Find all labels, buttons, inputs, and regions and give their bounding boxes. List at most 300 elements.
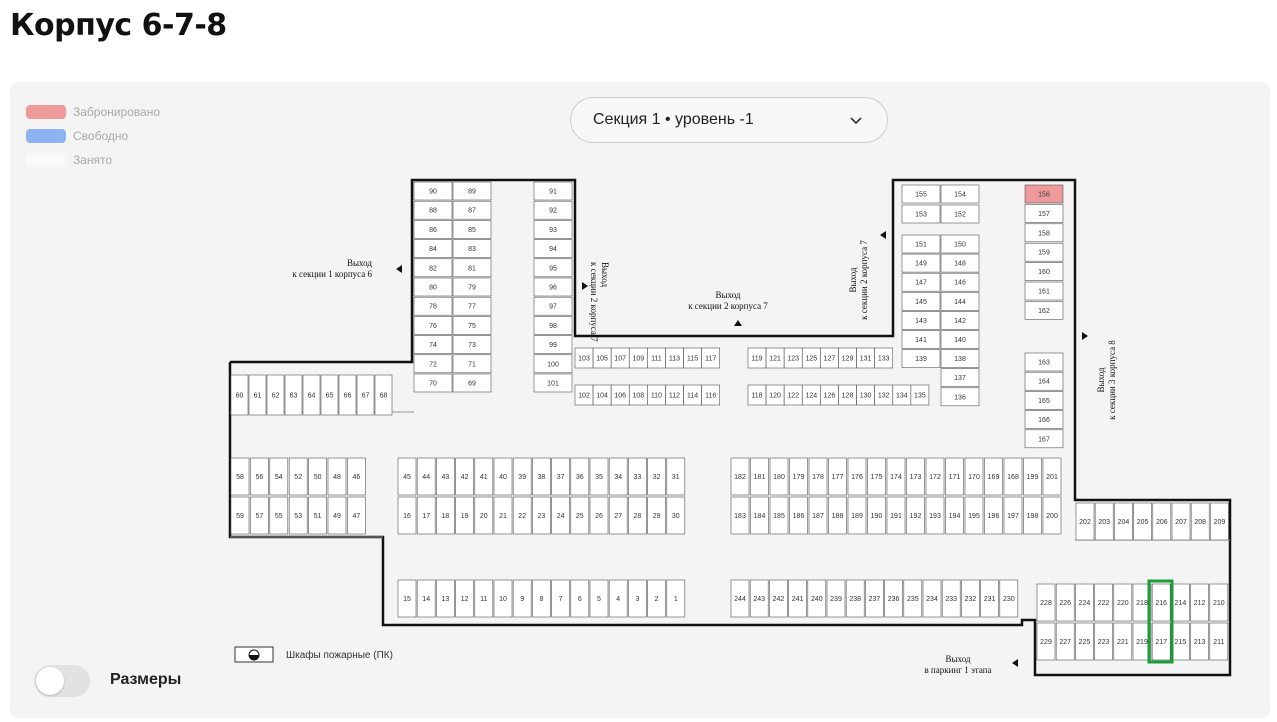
parking-space[interactable] bbox=[1114, 584, 1132, 621]
parking-space-number: 60 bbox=[235, 392, 244, 400]
parking-space-number: 243 bbox=[753, 596, 766, 603]
parking-space[interactable] bbox=[494, 580, 512, 617]
parking-space[interactable] bbox=[902, 235, 940, 253]
parking-space[interactable] bbox=[414, 355, 452, 373]
parking-space[interactable] bbox=[289, 497, 307, 534]
parking-space[interactable] bbox=[790, 458, 808, 495]
parking-space[interactable] bbox=[965, 458, 983, 495]
fire-cabinet-icon bbox=[234, 645, 274, 665]
parking-space[interactable] bbox=[1025, 263, 1063, 281]
exit-text: к секции 2 корпуса 7 bbox=[589, 262, 599, 342]
parking-space[interactable] bbox=[414, 278, 452, 296]
parking-space-number: 90 bbox=[429, 188, 437, 196]
parking-space[interactable] bbox=[942, 580, 960, 617]
parking-space[interactable] bbox=[575, 348, 593, 368]
parking-space[interactable] bbox=[1210, 623, 1228, 660]
parking-space[interactable] bbox=[941, 273, 979, 291]
parking-space[interactable] bbox=[590, 458, 608, 495]
parking-space[interactable] bbox=[1025, 224, 1063, 242]
parking-space[interactable] bbox=[453, 355, 491, 373]
parking-space-number: 136 bbox=[954, 394, 966, 402]
parking-space[interactable] bbox=[1153, 503, 1171, 540]
parking-space[interactable] bbox=[857, 348, 875, 368]
parking-space[interactable] bbox=[1025, 243, 1063, 261]
parking-space-number: 62 bbox=[271, 392, 280, 400]
parking-space[interactable] bbox=[941, 235, 979, 253]
parking-space[interactable] bbox=[398, 458, 416, 495]
parking-space[interactable] bbox=[885, 580, 903, 617]
parking-space[interactable] bbox=[790, 497, 808, 534]
parking-space[interactable] bbox=[985, 458, 1003, 495]
parking-space[interactable] bbox=[941, 185, 979, 203]
parking-space[interactable] bbox=[769, 580, 787, 617]
parking-space[interactable] bbox=[436, 458, 454, 495]
parking-space[interactable] bbox=[611, 348, 629, 368]
parking-space[interactable] bbox=[347, 497, 365, 534]
parking-space[interactable] bbox=[902, 273, 940, 291]
parking-space[interactable] bbox=[1025, 353, 1063, 371]
parking-space[interactable] bbox=[1171, 623, 1189, 660]
parking-space[interactable] bbox=[748, 348, 766, 368]
parking-space[interactable] bbox=[941, 388, 979, 406]
parking-space[interactable] bbox=[1171, 584, 1189, 621]
parking-space[interactable] bbox=[231, 458, 249, 495]
parking-space[interactable] bbox=[1025, 372, 1063, 390]
parking-space[interactable] bbox=[1056, 623, 1074, 660]
parking-space[interactable] bbox=[820, 385, 838, 405]
parking-space[interactable] bbox=[667, 580, 685, 617]
exit-text: Выход bbox=[945, 654, 971, 664]
parking-space[interactable] bbox=[1025, 204, 1063, 222]
parking-space-number: 142 bbox=[954, 317, 966, 325]
parking-space[interactable] bbox=[270, 458, 288, 495]
parking-space[interactable] bbox=[267, 375, 284, 415]
parking-space[interactable] bbox=[628, 458, 646, 495]
parking-space[interactable] bbox=[534, 355, 572, 373]
parking-space[interactable] bbox=[250, 458, 268, 495]
parking-space-number: 135 bbox=[914, 392, 926, 400]
parking-space[interactable] bbox=[534, 182, 572, 200]
parking-space[interactable] bbox=[534, 374, 572, 392]
parking-space[interactable] bbox=[414, 240, 452, 258]
parking-space[interactable] bbox=[552, 458, 570, 495]
parking-space[interactable] bbox=[593, 385, 611, 405]
parking-space[interactable] bbox=[249, 375, 266, 415]
parking-space[interactable] bbox=[339, 375, 356, 415]
parking-space[interactable] bbox=[414, 374, 452, 392]
parking-space[interactable] bbox=[436, 497, 454, 534]
parking-space[interactable] bbox=[534, 278, 572, 296]
parking-space[interactable] bbox=[875, 385, 893, 405]
parking-space-number: 155 bbox=[915, 191, 927, 199]
parking-space[interactable] bbox=[802, 348, 820, 368]
parking-space[interactable] bbox=[839, 385, 857, 405]
parking-space[interactable] bbox=[552, 580, 570, 617]
parking-space[interactable] bbox=[250, 497, 268, 534]
parking-space-number: 107 bbox=[614, 355, 627, 363]
parking-space[interactable] bbox=[1095, 584, 1113, 621]
parking-space[interactable] bbox=[571, 580, 589, 617]
parking-space[interactable] bbox=[231, 375, 248, 415]
parking-space[interactable] bbox=[534, 240, 572, 258]
parking-space[interactable] bbox=[414, 220, 452, 238]
parking-space-number: 184 bbox=[753, 513, 766, 520]
parking-space[interactable] bbox=[436, 580, 454, 617]
parking-space[interactable] bbox=[532, 458, 550, 495]
parking-space[interactable] bbox=[965, 497, 983, 534]
parking-space[interactable] bbox=[453, 278, 491, 296]
parking-space[interactable] bbox=[593, 348, 611, 368]
parking-space[interactable] bbox=[289, 458, 307, 495]
parking-space[interactable] bbox=[902, 331, 940, 349]
parking-space[interactable] bbox=[494, 458, 512, 495]
parking-space-number: 147 bbox=[915, 279, 927, 287]
parking-space[interactable] bbox=[1025, 301, 1063, 319]
parking-space[interactable] bbox=[941, 254, 979, 272]
parking-space[interactable] bbox=[609, 458, 627, 495]
parking-space[interactable] bbox=[893, 385, 911, 405]
parking-space[interactable] bbox=[575, 385, 593, 405]
parking-space[interactable] bbox=[868, 497, 886, 534]
parking-space[interactable] bbox=[534, 259, 572, 277]
parking-space[interactable] bbox=[1076, 503, 1094, 540]
parking-space[interactable] bbox=[1037, 584, 1055, 621]
parking-space[interactable] bbox=[417, 497, 435, 534]
parking-space[interactable] bbox=[809, 497, 827, 534]
parking-space[interactable] bbox=[609, 580, 627, 617]
parking-space[interactable] bbox=[534, 201, 572, 219]
parking-space[interactable] bbox=[902, 254, 940, 272]
parking-space[interactable] bbox=[784, 385, 802, 405]
parking-space[interactable] bbox=[453, 182, 491, 200]
parking-space[interactable] bbox=[784, 348, 802, 368]
parking-space[interactable] bbox=[802, 385, 820, 405]
parking-space-number: 102 bbox=[578, 392, 590, 400]
parking-space-number: 120 bbox=[769, 392, 781, 400]
parking-space[interactable] bbox=[609, 497, 627, 534]
parking-space[interactable] bbox=[456, 497, 474, 534]
parking-space[interactable] bbox=[453, 220, 491, 238]
parking-space[interactable] bbox=[702, 348, 720, 368]
parking-space-number: 144 bbox=[954, 298, 966, 306]
parking-space-number: 52 bbox=[294, 474, 303, 481]
parking-space[interactable] bbox=[907, 497, 925, 534]
parking-space[interactable] bbox=[857, 385, 875, 405]
parking-space[interactable] bbox=[865, 580, 883, 617]
parking-space[interactable] bbox=[961, 580, 979, 617]
parking-space[interactable] bbox=[414, 182, 452, 200]
parking-space[interactable] bbox=[985, 497, 1003, 534]
parking-space[interactable] bbox=[902, 350, 940, 368]
parking-space[interactable] bbox=[829, 497, 847, 534]
parking-space-number: 105 bbox=[596, 355, 608, 363]
parking-space[interactable] bbox=[926, 458, 944, 495]
parking-space[interactable] bbox=[1043, 497, 1061, 534]
parking-space[interactable] bbox=[666, 348, 684, 368]
parking-space[interactable] bbox=[1191, 584, 1209, 621]
parking-space[interactable] bbox=[1134, 503, 1152, 540]
parking-space[interactable] bbox=[667, 458, 685, 495]
parking-space[interactable] bbox=[417, 458, 435, 495]
parking-space[interactable] bbox=[1043, 458, 1061, 495]
parking-space-number: 170 bbox=[968, 474, 980, 481]
parking-space[interactable] bbox=[902, 292, 940, 310]
parking-space-number: 202 bbox=[1079, 519, 1091, 526]
parking-space[interactable] bbox=[941, 311, 979, 329]
parking-space[interactable] bbox=[309, 458, 327, 495]
dimensions-toggle[interactable] bbox=[34, 665, 90, 697]
parking-space-number: 63 bbox=[289, 392, 298, 400]
parking-space-number: 195 bbox=[968, 513, 980, 520]
parking-space[interactable] bbox=[534, 220, 572, 238]
parking-space[interactable] bbox=[1056, 584, 1074, 621]
parking-space[interactable] bbox=[684, 385, 702, 405]
parking-space[interactable] bbox=[328, 497, 346, 534]
fire-cabinet-label: Шкафы пожарные (ПК) bbox=[286, 650, 393, 661]
parking-space[interactable] bbox=[629, 348, 647, 368]
parking-space[interactable] bbox=[1191, 623, 1209, 660]
parking-space-number: 32 bbox=[652, 474, 661, 481]
parking-space[interactable] bbox=[902, 185, 940, 203]
parking-space[interactable] bbox=[1075, 623, 1093, 660]
parking-space[interactable] bbox=[923, 580, 941, 617]
parking-space[interactable] bbox=[1037, 623, 1055, 660]
parking-space[interactable] bbox=[941, 292, 979, 310]
parking-space[interactable] bbox=[456, 458, 474, 495]
parking-space[interactable] bbox=[946, 458, 964, 495]
parking-space[interactable] bbox=[648, 458, 666, 495]
parking-space-number: 108 bbox=[632, 392, 645, 400]
parking-space-number: 208 bbox=[1194, 519, 1207, 526]
parking-space[interactable] bbox=[414, 297, 452, 315]
parking-space[interactable] bbox=[926, 497, 944, 534]
parking-space[interactable] bbox=[629, 385, 647, 405]
parking-space[interactable] bbox=[648, 497, 666, 534]
parking-space[interactable] bbox=[647, 385, 665, 405]
parking-space[interactable] bbox=[453, 201, 491, 219]
parking-space[interactable] bbox=[766, 385, 784, 405]
parking-space-number: 235 bbox=[906, 596, 919, 603]
parking-space[interactable] bbox=[513, 580, 531, 617]
parking-space-number: 3 bbox=[635, 596, 640, 603]
parking-space-number: 53 bbox=[294, 513, 303, 520]
parking-space-number: 48 bbox=[333, 474, 341, 481]
parking-space[interactable] bbox=[532, 580, 550, 617]
parking-space-number: 86 bbox=[429, 226, 437, 234]
parking-space[interactable] bbox=[453, 240, 491, 258]
parking-space[interactable] bbox=[475, 497, 493, 534]
parking-space[interactable] bbox=[1025, 185, 1063, 203]
parking-space[interactable] bbox=[941, 205, 979, 223]
parking-space-number: 203 bbox=[1098, 519, 1111, 526]
parking-space[interactable] bbox=[628, 580, 646, 617]
parking-space-number: 71 bbox=[468, 361, 476, 369]
parking-space[interactable] bbox=[414, 316, 452, 334]
parking-space[interactable] bbox=[456, 580, 474, 617]
parking-space[interactable] bbox=[1095, 623, 1113, 660]
parking-space[interactable] bbox=[303, 375, 320, 415]
parking-space[interactable] bbox=[398, 580, 416, 617]
parking-space[interactable] bbox=[887, 458, 905, 495]
parking-space[interactable] bbox=[590, 580, 608, 617]
parking-space[interactable] bbox=[702, 385, 720, 405]
parking-space-number: 225 bbox=[1078, 639, 1091, 646]
parking-space[interactable] bbox=[666, 385, 684, 405]
parking-space[interactable] bbox=[475, 458, 493, 495]
parking-space[interactable] bbox=[552, 497, 570, 534]
parking-space[interactable] bbox=[848, 497, 866, 534]
parking-space[interactable] bbox=[808, 580, 826, 617]
parking-space[interactable] bbox=[453, 259, 491, 277]
parking-space[interactable] bbox=[475, 580, 493, 617]
parking-space[interactable] bbox=[868, 458, 886, 495]
parking-space[interactable] bbox=[1000, 580, 1018, 617]
parking-space[interactable] bbox=[414, 201, 452, 219]
parking-space[interactable] bbox=[398, 497, 416, 534]
parking-space[interactable] bbox=[875, 348, 893, 368]
parking-space[interactable] bbox=[941, 350, 979, 368]
parking-space-number: 61 bbox=[253, 392, 262, 400]
parking-space[interactable] bbox=[414, 336, 452, 354]
parking-space[interactable] bbox=[1172, 503, 1190, 540]
parking-space[interactable] bbox=[751, 497, 769, 534]
parking-space[interactable] bbox=[357, 375, 374, 415]
parking-space[interactable] bbox=[981, 580, 999, 617]
parking-spaces bbox=[231, 182, 1228, 662]
parking-space[interactable] bbox=[1114, 623, 1132, 660]
parking-space[interactable] bbox=[846, 580, 864, 617]
parking-space-number: 40 bbox=[499, 474, 507, 481]
parking-space[interactable] bbox=[453, 297, 491, 315]
parking-space[interactable] bbox=[648, 580, 666, 617]
parking-space[interactable] bbox=[902, 205, 940, 223]
parking-space[interactable] bbox=[731, 580, 749, 617]
parking-space-number: 161 bbox=[1038, 288, 1050, 296]
parking-space-number: 213 bbox=[1193, 639, 1206, 646]
parking-space[interactable] bbox=[731, 497, 749, 534]
parking-space-number: 174 bbox=[890, 474, 902, 481]
parking-space[interactable] bbox=[453, 374, 491, 392]
parking-space[interactable] bbox=[1025, 282, 1063, 300]
parking-space[interactable] bbox=[1152, 584, 1170, 621]
dimensions-toggle-label: Размеры bbox=[110, 671, 182, 688]
parking-space[interactable] bbox=[748, 385, 766, 405]
parking-space[interactable] bbox=[414, 259, 452, 277]
parking-space[interactable] bbox=[1210, 503, 1228, 540]
parking-space[interactable] bbox=[532, 497, 550, 534]
parking-space-number: 89 bbox=[468, 188, 476, 196]
parking-space[interactable] bbox=[1024, 458, 1042, 495]
parking-space[interactable] bbox=[1024, 497, 1042, 534]
parking-space[interactable] bbox=[347, 458, 365, 495]
parking-space[interactable] bbox=[534, 316, 572, 334]
parking-space[interactable] bbox=[513, 497, 531, 534]
parking-space[interactable] bbox=[571, 458, 589, 495]
parking-space[interactable] bbox=[904, 580, 922, 617]
parking-space[interactable] bbox=[1075, 584, 1093, 621]
parking-space[interactable] bbox=[611, 385, 629, 405]
parking-space[interactable] bbox=[270, 497, 288, 534]
parking-space[interactable] bbox=[770, 497, 788, 534]
parking-space[interactable] bbox=[453, 316, 491, 334]
parking-space[interactable] bbox=[1114, 503, 1132, 540]
parking-space[interactable] bbox=[647, 348, 665, 368]
parking-space[interactable] bbox=[1025, 430, 1063, 448]
parking-space[interactable] bbox=[789, 580, 807, 617]
parking-space[interactable] bbox=[827, 580, 845, 617]
parking-space[interactable] bbox=[494, 497, 512, 534]
parking-space[interactable] bbox=[571, 497, 589, 534]
parking-space[interactable] bbox=[750, 580, 768, 617]
parking-space[interactable] bbox=[1004, 458, 1022, 495]
parking-space-number: 64 bbox=[307, 392, 316, 400]
parking-space[interactable] bbox=[731, 458, 749, 495]
parking-space[interactable] bbox=[820, 348, 838, 368]
parking-space[interactable] bbox=[321, 375, 338, 415]
parking-space[interactable] bbox=[1095, 503, 1113, 540]
parking-space[interactable] bbox=[309, 497, 327, 534]
parking-space-number: 111 bbox=[651, 355, 662, 363]
parking-space[interactable] bbox=[513, 458, 531, 495]
parking-space[interactable] bbox=[667, 497, 685, 534]
parking-space[interactable] bbox=[534, 297, 572, 315]
parking-space[interactable] bbox=[417, 580, 435, 617]
parking-space[interactable] bbox=[848, 458, 866, 495]
parking-space-number: 65 bbox=[325, 392, 334, 400]
parking-space[interactable] bbox=[887, 497, 905, 534]
parking-space[interactable] bbox=[946, 497, 964, 534]
parking-space-number: 241 bbox=[791, 596, 804, 603]
parking-space[interactable] bbox=[590, 497, 608, 534]
parking-space[interactable] bbox=[766, 348, 784, 368]
parking-space[interactable] bbox=[809, 458, 827, 495]
parking-space[interactable] bbox=[328, 458, 346, 495]
parking-space-number: 146 bbox=[954, 279, 966, 287]
parking-space[interactable] bbox=[941, 331, 979, 349]
parking-space[interactable] bbox=[453, 336, 491, 354]
parking-space[interactable] bbox=[1025, 391, 1063, 409]
parking-space[interactable] bbox=[907, 458, 925, 495]
parking-space[interactable] bbox=[1152, 623, 1170, 660]
parking-space-number: 87 bbox=[468, 207, 476, 215]
parking-space-number: 27 bbox=[614, 513, 623, 520]
parking-space[interactable] bbox=[1004, 497, 1022, 534]
parking-space[interactable] bbox=[1025, 411, 1063, 429]
parking-space[interactable] bbox=[534, 336, 572, 354]
parking-space-number: 80 bbox=[429, 284, 437, 292]
parking-space[interactable] bbox=[375, 375, 392, 415]
parking-space[interactable] bbox=[941, 369, 979, 387]
parking-space-number: 237 bbox=[868, 596, 881, 603]
parking-space[interactable] bbox=[1191, 503, 1209, 540]
parking-space-number: 204 bbox=[1117, 519, 1130, 526]
parking-space[interactable] bbox=[911, 385, 929, 405]
parking-space-number: 165 bbox=[1038, 397, 1050, 405]
parking-space[interactable] bbox=[628, 497, 646, 534]
parking-space[interactable] bbox=[902, 311, 940, 329]
parking-space[interactable] bbox=[684, 348, 702, 368]
parking-space[interactable] bbox=[285, 375, 302, 415]
parking-space[interactable] bbox=[829, 458, 847, 495]
parking-space-number: 196 bbox=[987, 513, 1000, 520]
parking-space[interactable] bbox=[231, 497, 249, 534]
parking-space[interactable] bbox=[1210, 584, 1228, 621]
legend-label: Занято bbox=[73, 153, 113, 167]
parking-space[interactable] bbox=[770, 458, 788, 495]
parking-space-number: 239 bbox=[830, 596, 842, 603]
parking-space[interactable] bbox=[839, 348, 857, 368]
parking-space[interactable] bbox=[751, 458, 769, 495]
